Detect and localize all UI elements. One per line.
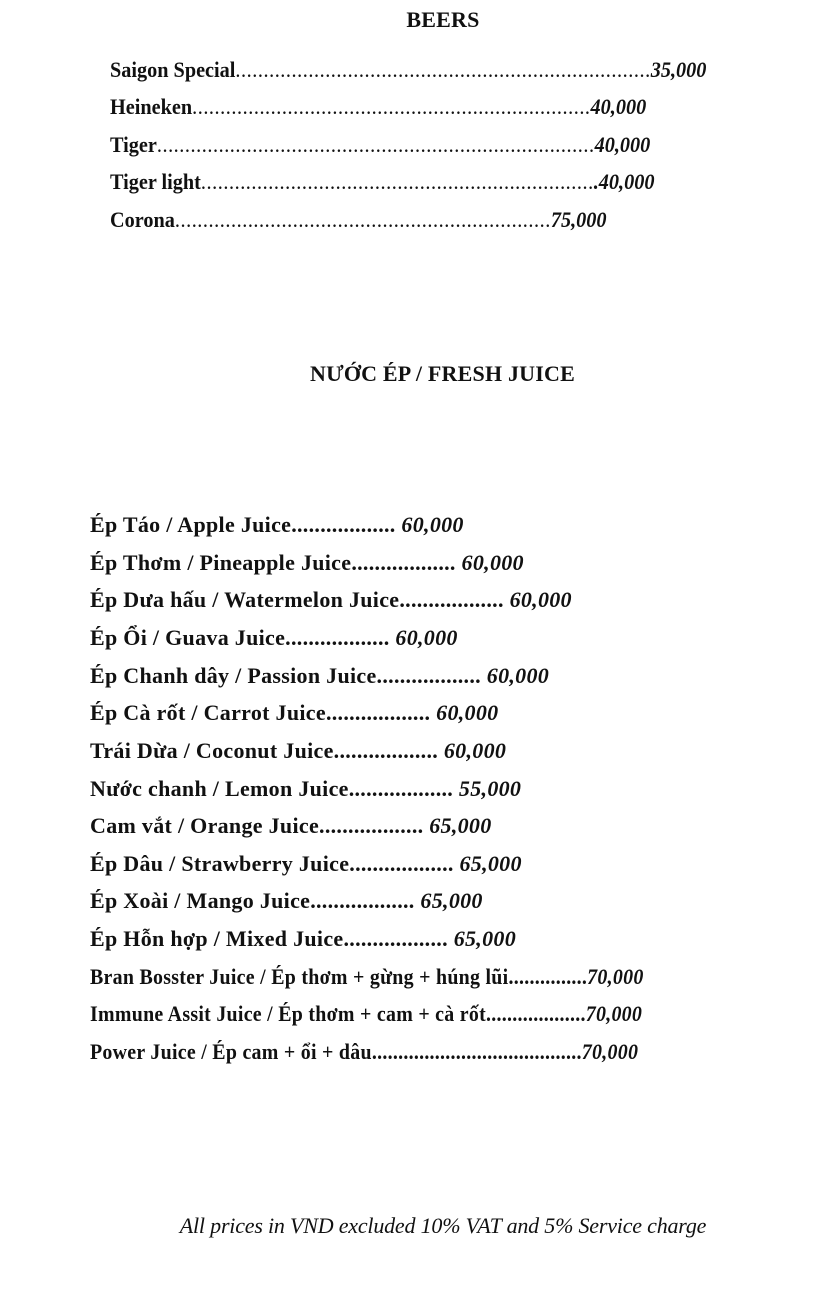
juice-name: Power Juice / Ép cam + ổi + dâu bbox=[90, 1039, 372, 1064]
juice-item bbox=[90, 924, 516, 954]
juice-name: Ép Dâu / Strawberry Juice bbox=[90, 851, 350, 876]
juice-item bbox=[90, 661, 549, 691]
juice-name: Ép Dưa hấu / Watermelon Juice bbox=[90, 587, 400, 612]
beer-price: 40,000 bbox=[594, 132, 651, 157]
juice-price: 60,000 bbox=[436, 700, 499, 725]
beer-name: Saigon Special bbox=[110, 57, 236, 82]
leader-dots: ................... bbox=[486, 1001, 586, 1026]
leader-dots: .................. bbox=[291, 512, 396, 537]
juice-section-title: NƯỚC ÉP / FRESH JUICE bbox=[310, 361, 575, 386]
beer-price: 75,000 bbox=[550, 207, 607, 232]
juice-price: 70,000 bbox=[587, 964, 644, 989]
juice-item bbox=[90, 849, 522, 879]
juice-name: Ép Thơm / Pineapple Juice bbox=[90, 550, 352, 575]
juice-price: 70,000 bbox=[585, 1001, 643, 1026]
beer-name: Heineken bbox=[110, 94, 193, 119]
juice-item bbox=[90, 962, 644, 992]
juice-name: Ép Cà rốt / Carrot Juice bbox=[90, 700, 326, 725]
juice-item bbox=[90, 999, 642, 1029]
juice-price: 65,000 bbox=[453, 926, 517, 951]
juice-item bbox=[90, 548, 524, 578]
juice-name: Bran Bosster Juice / Ép thơm + gừng + húng lũi bbox=[90, 964, 509, 989]
juice-name: Ép Chanh dây / Passion Juice bbox=[90, 663, 377, 688]
juice-name: Cam vắt / Orange Juice bbox=[90, 813, 320, 838]
beer-item bbox=[110, 92, 646, 122]
leader-dots: ....................................................................... bbox=[192, 94, 591, 119]
juice-item bbox=[90, 774, 521, 804]
pricing-footnote: All prices in VND excluded 10% VAT and 5% Service charge bbox=[179, 1213, 707, 1238]
beer-item bbox=[110, 167, 654, 197]
leader-dots: ........................................ bbox=[371, 1039, 582, 1064]
beers-section-title: BEERS bbox=[406, 7, 480, 32]
leader-dots: ................................................................... bbox=[174, 207, 551, 232]
leader-dots: .................. bbox=[399, 587, 504, 612]
beer-name: Tiger light bbox=[110, 169, 201, 194]
juice-item bbox=[90, 1037, 638, 1067]
beer-item bbox=[110, 130, 650, 160]
leader-dots: .................. bbox=[349, 851, 454, 876]
juice-price: 60,000 bbox=[395, 625, 458, 650]
juice-item bbox=[90, 510, 464, 540]
juice-name: Immune Assit Juice / Ép thơm + cam + cà rốt bbox=[90, 1001, 487, 1026]
juice-price: 60,000 bbox=[443, 738, 507, 763]
leader-dots: .................. bbox=[325, 700, 431, 725]
leader-dots: .................. bbox=[333, 738, 439, 763]
leader-dots: ............... bbox=[508, 964, 588, 989]
juice-price: 60,000 bbox=[401, 512, 464, 537]
juice-item bbox=[90, 585, 572, 615]
beer-price: 40,000 bbox=[590, 94, 647, 119]
leader-dots: .................. bbox=[285, 625, 390, 650]
juice-price: 65,000 bbox=[420, 888, 483, 913]
juice-name: Ép Hỗn hợp / Mixed Juice bbox=[90, 926, 344, 951]
juice-name: Ép Xoài / Mango Juice bbox=[90, 888, 311, 913]
leader-dots: .................. bbox=[376, 663, 481, 688]
juice-name: Ép Táo / Apple Juice bbox=[90, 512, 292, 537]
juice-price: 60,000 bbox=[509, 587, 572, 612]
juice-price: 65,000 bbox=[429, 813, 492, 838]
beer-name: Tiger bbox=[110, 132, 157, 157]
juice-item bbox=[90, 623, 458, 653]
beer-item bbox=[110, 205, 607, 235]
beer-price: .40,000 bbox=[593, 169, 655, 194]
beer-item bbox=[110, 55, 706, 85]
juice-name: Trái Dừa / Coconut Juice bbox=[90, 738, 334, 763]
juice-name: Nước chanh / Lemon Juice bbox=[90, 776, 349, 801]
beer-name: Corona bbox=[110, 207, 175, 232]
juice-item bbox=[90, 698, 498, 728]
juice-item bbox=[90, 736, 506, 766]
juice-price: 60,000 bbox=[486, 663, 550, 688]
leader-dots: .............................................................................. bbox=[156, 132, 595, 157]
leader-dots: .................. bbox=[310, 888, 415, 913]
leader-dots: ...................................................................... bbox=[200, 169, 594, 194]
juice-price: 55,000 bbox=[458, 776, 522, 801]
juice-name: Ép Ổi / Guava Juice bbox=[90, 625, 286, 650]
leader-dots: .................. bbox=[319, 813, 424, 838]
leader-dots: .......................................................................... bbox=[235, 57, 651, 82]
juice-item bbox=[90, 811, 492, 841]
juice-price: 70,000 bbox=[581, 1039, 639, 1064]
leader-dots: .................. bbox=[348, 776, 454, 801]
juice-price: 60,000 bbox=[461, 550, 524, 575]
juice-price: 65,000 bbox=[459, 851, 522, 876]
leader-dots: .................. bbox=[343, 926, 448, 951]
beer-price: 35,000 bbox=[650, 57, 707, 82]
juice-item bbox=[90, 886, 483, 916]
leader-dots: .................. bbox=[351, 550, 456, 575]
